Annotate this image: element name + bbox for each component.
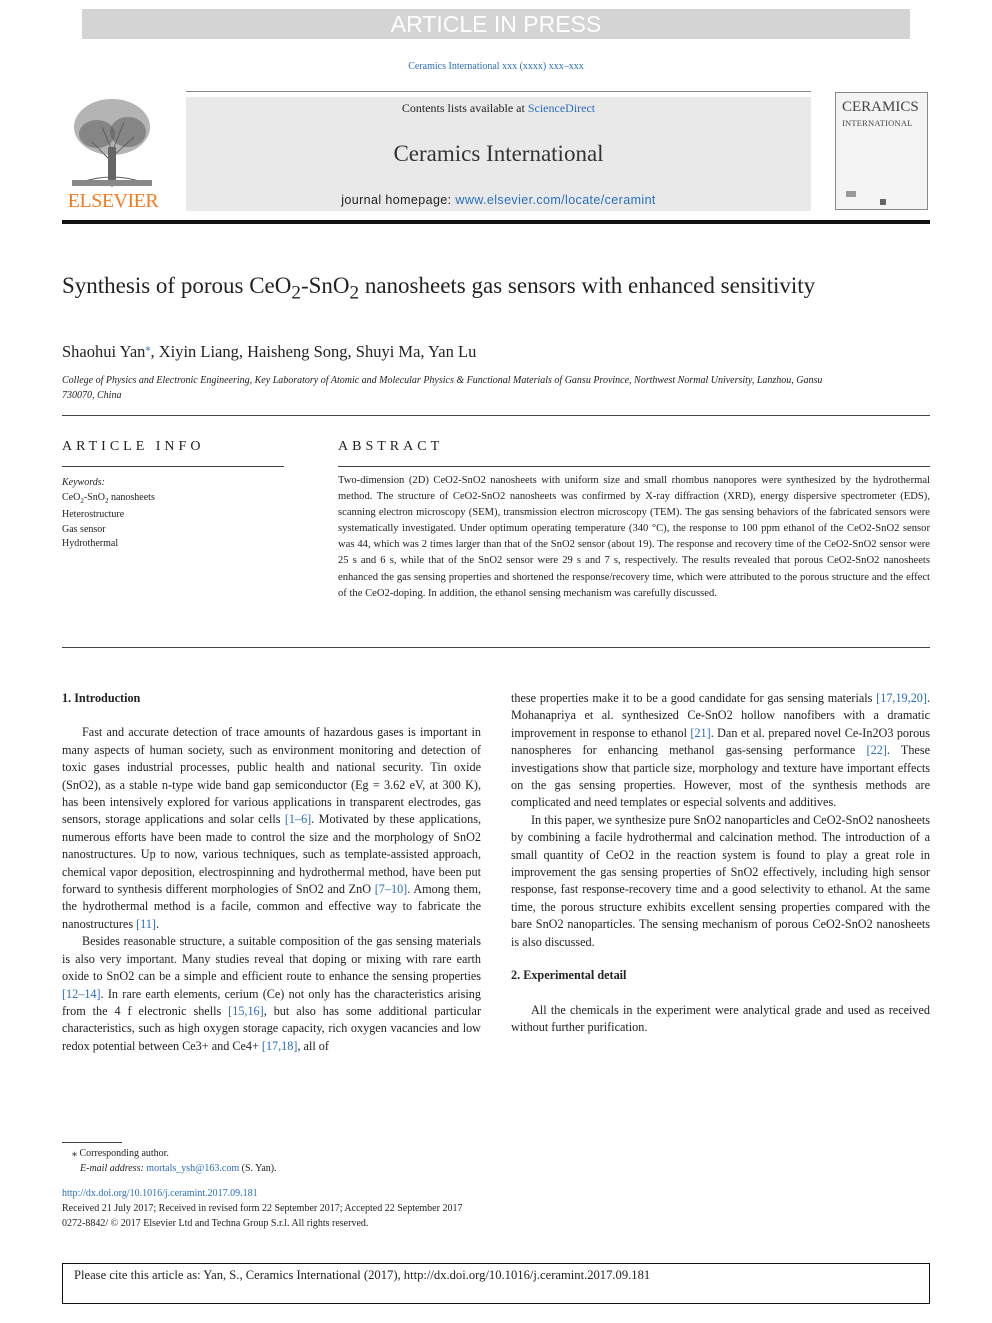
- email-suffix: (S. Yan).: [239, 1163, 277, 1174]
- article-info-heading: ARTICLE INFO: [62, 439, 205, 454]
- contents-lists-line: [186, 101, 811, 116]
- text-run: . Dan et al. prepared novel Ce-In2O3 porous nanospheres for enhancing methanol gas-sensing performance: [511, 725, 930, 758]
- author[interactable]: Haisheng Song: [247, 342, 348, 361]
- journal-citation-top[interactable]: Ceramics International xxx (xxxx) xxx–xxx: [408, 61, 584, 72]
- abstract-heading: ABSTRACT: [338, 439, 444, 454]
- author-list: Shaohui Yan⁎, Xiyin Liang, Haisheng Song, Shuyi Ma, Yan Lu: [62, 342, 477, 361]
- paragraph: [62, 933, 481, 1055]
- corresponding-author-mark[interactable]: ⁎: [145, 342, 151, 354]
- keyword: Gas sensor: [62, 523, 106, 535]
- text-run: . Mohanapriya et al. synthesized Ce-SnO2 hollow nanofibers with a dramatic improvement in response to ethanol: [511, 691, 930, 740]
- author[interactable]: Shaohui Yan: [62, 342, 146, 361]
- elsevier-logo-text: ELSEVIER: [67, 190, 159, 212]
- affiliation: College of Physics and Electronic Engineering, Key Laboratory of Atomic and Molecular Physics & Functional Materials of Gansu Province, Northwest Normal University, Lanzhou, Gansu 730070, China: [62, 375, 823, 401]
- email-label: E-mail address:: [80, 1163, 147, 1174]
- header-top-rule: [186, 91, 811, 92]
- copyright-line: 0272-8842/ © 2017 Elsevier Ltd and Techna Group S.r.l. All rights reserved.: [62, 1217, 369, 1229]
- paragraph: In this paper, we synthesize pure SnO2 nanoparticles and CeO2-SnO2 nanosheets by combining a facile hydrothermal and calcination method. The introduction of a small quantity of CeO2 in the reaction system is found to play a great role in improvement the gas sensing properties of SnO2 effectively, including high sensor response, fast response-recovery time and a good selectivity to ethanol. At the same time, the porous structure exhibits excellent sensing properties compared with the bare SnO2 nanoparticles. The sensing mechanism of porous CeO2-SnO2 nanosheets is also discussed.: [511, 812, 930, 949]
- divider: [62, 647, 930, 648]
- footnote-rule: [62, 1142, 122, 1143]
- cover-subtitle: INTERNATIONAL: [842, 118, 913, 128]
- paragraph: All the chemicals in the experiment were analytical grade and used as received without further purification.: [511, 1002, 930, 1034]
- text-run: , all of: [297, 1038, 329, 1053]
- journal-name: Ceramics International: [393, 141, 604, 166]
- citation-link[interactable]: [1–6]: [284, 812, 312, 827]
- cover-title: CERAMICS: [842, 99, 919, 115]
- section-1-heading: 1. Introduction: [62, 691, 141, 705]
- corresponding-author-note: ⁎ Corresponding author.: [72, 1148, 169, 1159]
- footnotes: [62, 1146, 277, 1176]
- citation-link[interactable]: [7–10]: [374, 882, 408, 897]
- email-note: [62, 1161, 277, 1176]
- divider: [338, 466, 930, 467]
- cite-this-article-text[interactable]: Please cite this article as: Yan, S., Ceramics International (2017), http://dx.doi.org/10.1016/j.ceramint.2017.09.181: [74, 1268, 651, 1282]
- citation-link[interactable]: [15,16]: [228, 1003, 264, 1018]
- text-run: . In rare earth elements, cerium (Ce) not only has the characteristics arising from the 4 f electronic shells: [62, 986, 481, 1018]
- body-right-column: [511, 690, 930, 1036]
- keywords-block: [62, 476, 155, 552]
- author[interactable]: Xiyin Liang: [158, 342, 239, 361]
- abstract-text: Two-dimension (2D) CeO2-SnO2 nanosheets with uniform size and small rhombus nanopores were synthesized by the hydrothermal method. The structure of CeO2-SnO2 nanosheets was confirmed by X-ray diffraction (XRD), energy dispersive spectrometer (EDS), scanning electron microscopy (SEM), transmission electron microscopy (TEM). The gas sensing behaviors of the fabricated sensors were systematically investigated. Under optimum operating temperature (340 °C), the response to 100 ppm ethanol of the CeO2-SnO2 sensor was 44, which was 2 times larger than that of the SnO2 sensor (about 19). The response and recovery time of the CeO2-SnO2 sensor were 25 s and 6 s, while that of the SnO2 sensor were 29 s and 7 s, respectively. The results revealed that porous CeO2-SnO2 nanosheets enhanced the gas sensing properties and shortened the response/recovery time, which were attributed to the porous structure and the effect of the CeO2-doping. In addition, the ethanol sensing mechanism was carefully discussed.: [338, 475, 930, 599]
- divider: [62, 466, 284, 467]
- text-run: . Motivated by these applications, numerous efforts have been made to control the size and the morphology of SnO2 nanostructures. Up to now, various techniques, such as template-assisted approach, chemical vapor deposition, electrospinning and hydrothermal method, have been put forward to synthesis different morphologies of SnO2 and ZnO: [62, 812, 482, 897]
- paragraph: Fast and accurate detection of trace amounts of hazardous gases is important in many aspects of human society, such as environment monitoring and detection of toxic gases industrial processes, public health and national security. Tin oxide (SnO2), as a stable n-type wide band gap semiconductor (Eg = 3.62 eV, at 300 K), has been intensively explored for various applications in transparent electrodes, gas sensors, storage applications and solar cells [1–6]. Motivated by these applications, numerous efforts have been made to control the size and the morphology of SnO2 nanostructures. Up to now, various techniques, such as template-assisted approach, chemical vapor deposition, electrospinning and hydrothermal method, have been put forward to synthesis different morphologies of SnO2 and ZnO [7–10]. Among them, the hydrothermal method is a facile, common and effective way to fabricate the nanostructures [11].: [62, 725, 482, 931]
- citation-link[interactable]: [11]: [136, 916, 156, 931]
- contents-prefix: Contents lists available at: [401, 101, 528, 115]
- doi-link[interactable]: http://dx.doi.org/10.1016/j.ceramint.2017.09.181: [62, 1188, 258, 1199]
- publication-info: [62, 1187, 462, 1231]
- author[interactable]: Shuyi Ma: [355, 342, 421, 361]
- text-run: Fast and accurate detection of trace amounts of hazardous gases is important in many aspects of human society, such as environment monitoring and detection of toxic gases industrial processes, public health and national security. Tin oxide (SnO2), as a stable n-type wide band gap semiconductor (Eg = 3.62 eV, at 300 K), has been intensively explored for various applications in transparent electrodes, gas sensors, storage applications and solar cells: [62, 725, 481, 827]
- author[interactable]: Yan Lu: [428, 342, 477, 361]
- keyword: Heterostructure: [62, 509, 125, 520]
- text-run: , but also has some additional particular characteristics, such as high oxygen storage capacity, rich oxygen vacancies and low redox potential between Ce3+ and Ce4+: [62, 1003, 481, 1053]
- article-title: Synthesis of porous CeO$_2$-SnO$_2$ nanosheets gas sensors with enhanced sensitivity: [62, 273, 816, 304]
- history-dates: Received 21 July 2017; Received in revised form 22 September 2017; Accepted 22 September 2017: [62, 1202, 463, 1214]
- text-run: Besides reasonable structure, a suitable composition of the gas sensing materials is also very important. Many studies reveal that doping or mixing with rare earth oxide to SnO2 can be a simple and efficient route to enhance the sensing properties: [62, 934, 481, 984]
- citation-link[interactable]: [12–14]: [62, 986, 101, 1001]
- divider: [62, 415, 930, 416]
- email-link[interactable]: mortals_ysh@163.com: [146, 1163, 240, 1174]
- keywords-label: Keywords:: [62, 477, 105, 488]
- header-thick-rule: [62, 220, 930, 224]
- body-left-column: [62, 690, 481, 1055]
- text-run: . Among them, the hydrothermal method is a facile, common and effective way to fabricate the nanostructures: [62, 882, 481, 931]
- section-2-heading: 2. Experimental detail: [511, 968, 627, 983]
- journal-homepage-line: [186, 193, 811, 207]
- text-run: . These investigations show that particle size, morphology and texture have important effects on the gas sensing properties. However, most of the synthesis methods are complicated and need templates or especial solvents and additives.: [511, 743, 930, 810]
- citation-link[interactable]: [22]: [866, 743, 887, 758]
- citation-link[interactable]: [17,19,20]: [876, 691, 927, 705]
- sciencedirect-link[interactable]: ScienceDirect: [527, 101, 596, 115]
- keyword: Hydrothermal: [62, 538, 119, 549]
- homepage-prefix: journal homepage:: [341, 193, 456, 207]
- journal-homepage-link[interactable]: www.elsevier.com/locate/ceramint: [455, 193, 656, 207]
- paragraph: [511, 690, 930, 812]
- keyword: CeO$_2$-SnO$_2$ nanosheets: [62, 491, 155, 505]
- article-in-press-banner: ARTICLE IN PRESS: [82, 9, 910, 39]
- citation-link[interactable]: [21]: [690, 725, 711, 740]
- citation-link[interactable]: [17,18]: [261, 1038, 298, 1053]
- text-run: these properties make it to be a good candidate for gas sensing materials: [511, 691, 873, 705]
